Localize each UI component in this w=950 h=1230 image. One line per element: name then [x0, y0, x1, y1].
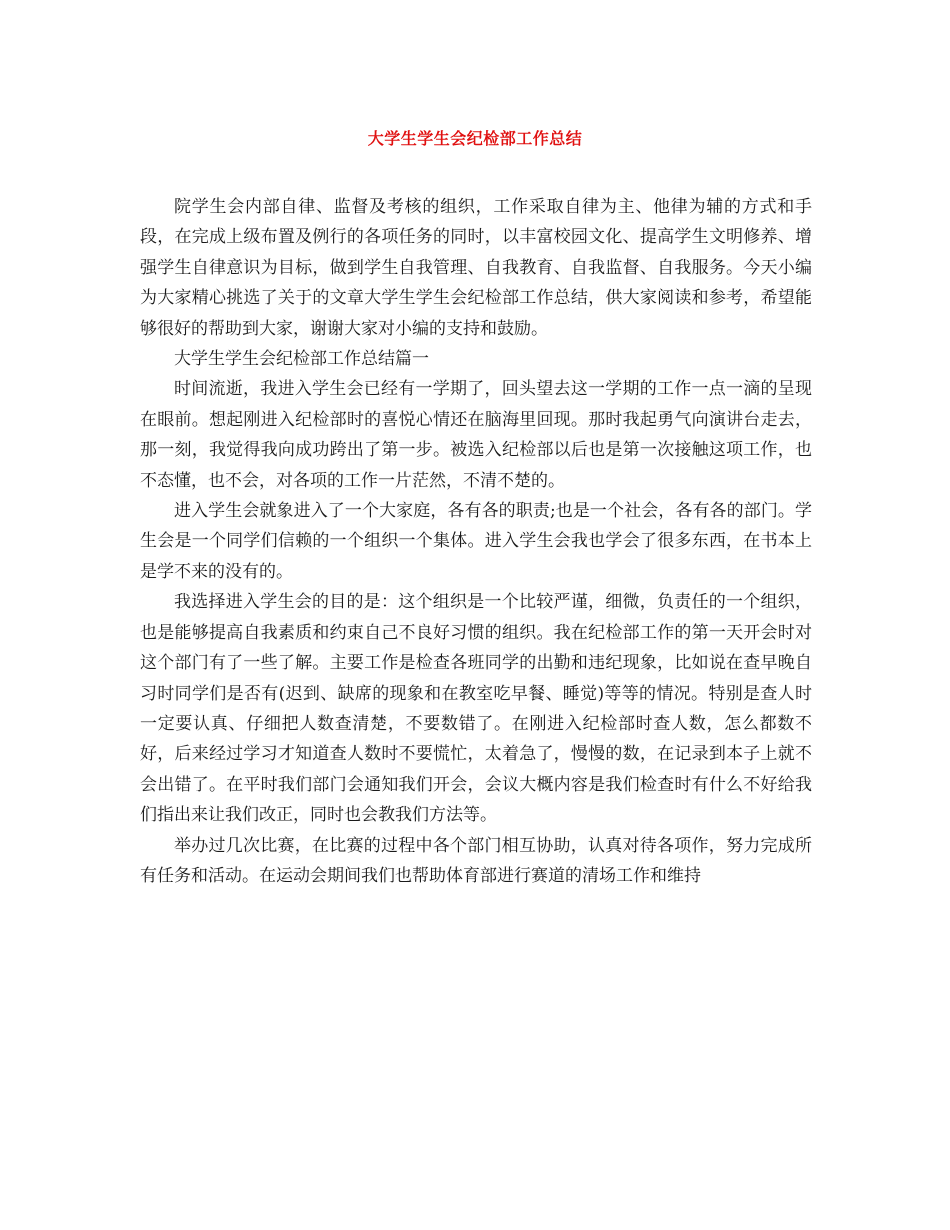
paragraph: 举办过几次比赛，在比赛的过程中各个部门相互协助，认真对待各项作，努力完成所有任务和活动。在运动会期间我们也帮助体育部进行赛道的清场工作和维持: [140, 835, 812, 886]
document-title: 大学生学生会纪检部工作总结: [367, 129, 583, 148]
section-heading: 大学生学生会纪检部工作总结篇一: [174, 349, 429, 370]
document-body: [140, 192, 812, 891]
paragraph: 我选择进入学生会的目的是：这个组织是一个比较严谨，细微，负责任的一个组织，也是能够提高自我素质和约束自己不良好习惯的组织。我在纪检部工作的第一天开会时对这个部门有了一些了解。主要工作是检查各班同学的出勤和违纪现象，比如说在查早晚自习时同学们是否有(迟到、缺席的现象和在教室吃早餐、睡觉)等等的情况。特别是查人时一定要认真、仔细把人数查清楚，不要数错了。在刚进入纪检部时查人数，怎么都数不好，后来经过学习才知道查人数时不要慌忙，太着急了，慢慢的数，在记录到本子上就不会出错了。在平时我们部门会通知我们开会，会议大概内容是我们检查时有什么不好给我们指出来让我们改正，同时也会教我们方法等。: [140, 592, 812, 826]
paragraph: 时间流逝，我进入学生会已经有一学期了，回头望去这一学期的工作一点一滴的呈现在眼前。想起刚进入纪检部时的喜悦心情还在脑海里回现。那时我起勇气向演讲台走去，那一刻，我觉得我向成功跨出了第一步。被选入纪检部以后也是第一次接触这项工作，也不态懂，也不会，对各项的工作一片茫然，不清不楚的。: [140, 379, 812, 491]
paragraph: 进入学生会就象进入了一个大家庭，各有各的职责;也是一个社会，各有各的部门。学生会是一个同学们信赖的一个组织一个集体。进入学生会我也学会了很多东西，在书本上是学不来的没有的。: [140, 501, 812, 582]
paragraph-intro: 院学生会内部自律、监督及考核的组织，工作采取自律为主、他律为辅的方式和手段，在完成上级布置及例行的各项任务的同时，以丰富校园文化、提高学生文明修养、增强学生自律意识为目标，做到学生自我管理、自我教育、自我监督、自我服务。今天小编为大家精心挑选了关于的文章大学生学生会纪检部工作总结，供大家阅读和参考，希望能够很好的帮助到大家，谢谢大家对小编的支持和鼓励。: [140, 197, 812, 339]
